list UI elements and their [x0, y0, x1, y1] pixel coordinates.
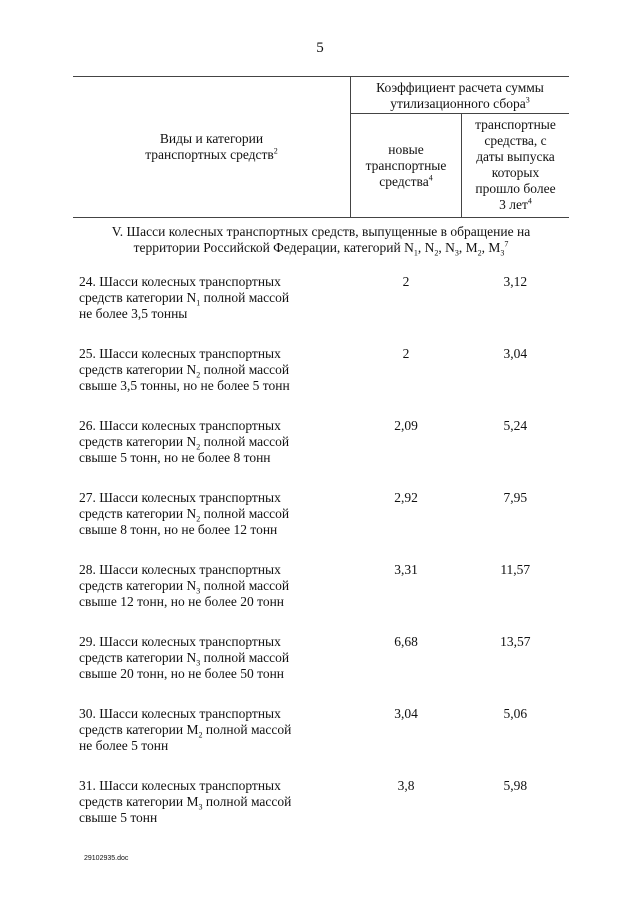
subscript: 1: [413, 248, 418, 258]
row-line2: средств категории N: [79, 434, 197, 449]
row-line2: средств категории N: [79, 362, 197, 377]
coefficient-old: 7,95: [503, 490, 528, 505]
header-new-line1: новые: [388, 141, 424, 157]
section-row: [73, 218, 569, 275]
row-line2: средств категории N: [79, 290, 197, 305]
row-description: [73, 346, 351, 418]
table-row: [73, 562, 569, 634]
row-description: [73, 778, 351, 850]
row-line2-tail: полной массой: [200, 290, 290, 305]
coefficient-old: 11,57: [500, 562, 531, 577]
coefficient-new: 2: [402, 346, 410, 361]
header-old-line1: транспортные: [475, 116, 556, 132]
header-older-vehicles: [462, 114, 570, 218]
coefficient-old: 5,98: [503, 778, 528, 793]
header-old-line2: средства, с: [484, 132, 547, 148]
coefficient-new: 2,09: [394, 418, 418, 433]
coefficient-new: 6,68: [394, 634, 418, 649]
row-line3: свыше 3,5 тонны, но не более 5 тонн: [79, 378, 290, 393]
table-row: [73, 634, 569, 706]
row-line2: средств категории N: [79, 578, 197, 593]
page-number: 5: [316, 40, 324, 56]
separator: , M: [481, 240, 501, 255]
row-line1: 28. Шасси колесных транспортных: [79, 562, 281, 577]
row-line2: средств категории N: [79, 650, 197, 665]
row-line2-tail: полной массой: [200, 650, 290, 665]
coefficient-old: 13,57: [500, 634, 531, 649]
coefficient-new: 3,8: [397, 778, 415, 793]
row-line1: 26. Шасси колесных транспортных: [79, 418, 281, 433]
row-line2-tail: полной массой: [200, 434, 290, 449]
footnote-ref: 2: [273, 146, 278, 156]
row-line3: свыше 20 тонн, но не более 50 тонн: [79, 666, 285, 681]
row-line3: свыше 8 тонн, но не более 12 тонн: [79, 522, 278, 537]
row-line2: средств категории M: [79, 794, 199, 809]
subscript: 3: [454, 248, 459, 258]
subscript: 2: [196, 370, 201, 380]
coefficient-new: 3,04: [394, 706, 418, 721]
row-line1: 31. Шасси колесных транспортных: [79, 778, 281, 793]
subscript: 2: [196, 514, 201, 524]
row-line2-tail: полной массой: [200, 362, 290, 377]
header-vehicle-types-line1: Виды и категории: [159, 131, 264, 146]
table-body: [73, 274, 569, 850]
header-coefficient: [351, 77, 570, 114]
row-description: [73, 418, 351, 490]
coefficient-new: 3,31: [394, 562, 418, 577]
coefficient-old: 3,04: [503, 346, 528, 361]
row-description: [73, 274, 351, 346]
row-line2-tail: полной массой: [200, 506, 290, 521]
header-old-line6: 3 лет: [499, 196, 528, 212]
table-row: [73, 418, 569, 490]
subscript: 2: [434, 248, 439, 258]
section-title: [73, 218, 569, 275]
coefficient-new: 2: [402, 274, 410, 289]
row-description: [73, 706, 351, 778]
table-header-row: [73, 77, 569, 114]
row-line1: 30. Шасси колесных транспортных: [79, 706, 281, 721]
header-new-line3: средства: [379, 173, 429, 189]
row-line1: 27. Шасси колесных транспортных: [79, 490, 281, 505]
section-title-line1: V. Шасси колесных транспортных средств, выпущенные в обращение на: [111, 224, 531, 239]
footnote-ref: 7: [504, 239, 509, 249]
subscript: 3: [196, 586, 201, 596]
footnote-ref: 4: [527, 196, 532, 205]
table-row: [73, 274, 569, 346]
row-description: [73, 562, 351, 634]
subscript: 1: [196, 298, 201, 308]
coefficient-old: 5,06: [503, 706, 528, 721]
separator: , M: [458, 240, 478, 255]
row-line2: средств категории N: [79, 506, 197, 521]
footnote-ref: 4: [428, 173, 433, 182]
table-row: [73, 706, 569, 778]
subscript: 3: [500, 248, 505, 258]
row-line2-tail: полной массой: [202, 722, 292, 737]
header-old-line3: даты выпуска: [476, 148, 555, 164]
table-row: [73, 490, 569, 562]
table-row: [73, 778, 569, 850]
subscript: 2: [196, 442, 201, 452]
header-old-line5: прошло более: [475, 180, 556, 196]
header-new-line2: транспортные: [365, 157, 447, 173]
row-line2-tail: полной массой: [202, 794, 292, 809]
coefficient-new: 2,92: [394, 490, 418, 505]
row-line2: средств категории M: [79, 722, 199, 737]
coefficient-old: 5,24: [503, 418, 528, 433]
row-line1: 29. Шасси колесных транспортных: [79, 634, 281, 649]
header-vehicle-types: [73, 77, 351, 218]
table-row: [73, 346, 569, 418]
coefficient-old: 3,12: [503, 274, 528, 289]
separator: , N: [438, 240, 455, 255]
separator: , N: [417, 240, 435, 255]
row-description: [73, 634, 351, 706]
row-line2-tail: полной массой: [200, 578, 290, 593]
coefficient-table: [73, 76, 569, 850]
header-coefficient-line2: утилизационного сбора: [390, 96, 526, 111]
row-line3: свыше 5 тонн, но не более 8 тонн: [79, 450, 271, 465]
section-title-line2: территории Российской Федерации, категорий N: [133, 240, 414, 255]
row-line3: свыше 12 тонн, но не более 20 тонн: [79, 594, 285, 609]
row-line3: не более 5 тонн: [79, 738, 169, 753]
document-filename: 29102935.doc: [84, 855, 129, 862]
header-old-line4: которых: [491, 164, 540, 180]
footnote-ref: 3: [525, 95, 530, 105]
row-line3: не более 3,5 тонны: [79, 306, 188, 321]
subscript: 2: [198, 730, 203, 740]
header-new-vehicles: [351, 114, 462, 218]
subscript: 3: [198, 802, 203, 812]
row-line3: свыше 5 тонн: [79, 810, 158, 825]
header-coefficient-line1: Коэффициент расчета суммы: [376, 80, 544, 95]
row-line1: 25. Шасси колесных транспортных: [79, 346, 281, 361]
header-vehicle-types-line2: транспортных средств: [145, 147, 274, 162]
row-description: [73, 490, 351, 562]
row-line1: 24. Шасси колесных транспортных: [79, 274, 281, 289]
subscript: 2: [477, 248, 482, 258]
subscript: 3: [196, 658, 201, 668]
